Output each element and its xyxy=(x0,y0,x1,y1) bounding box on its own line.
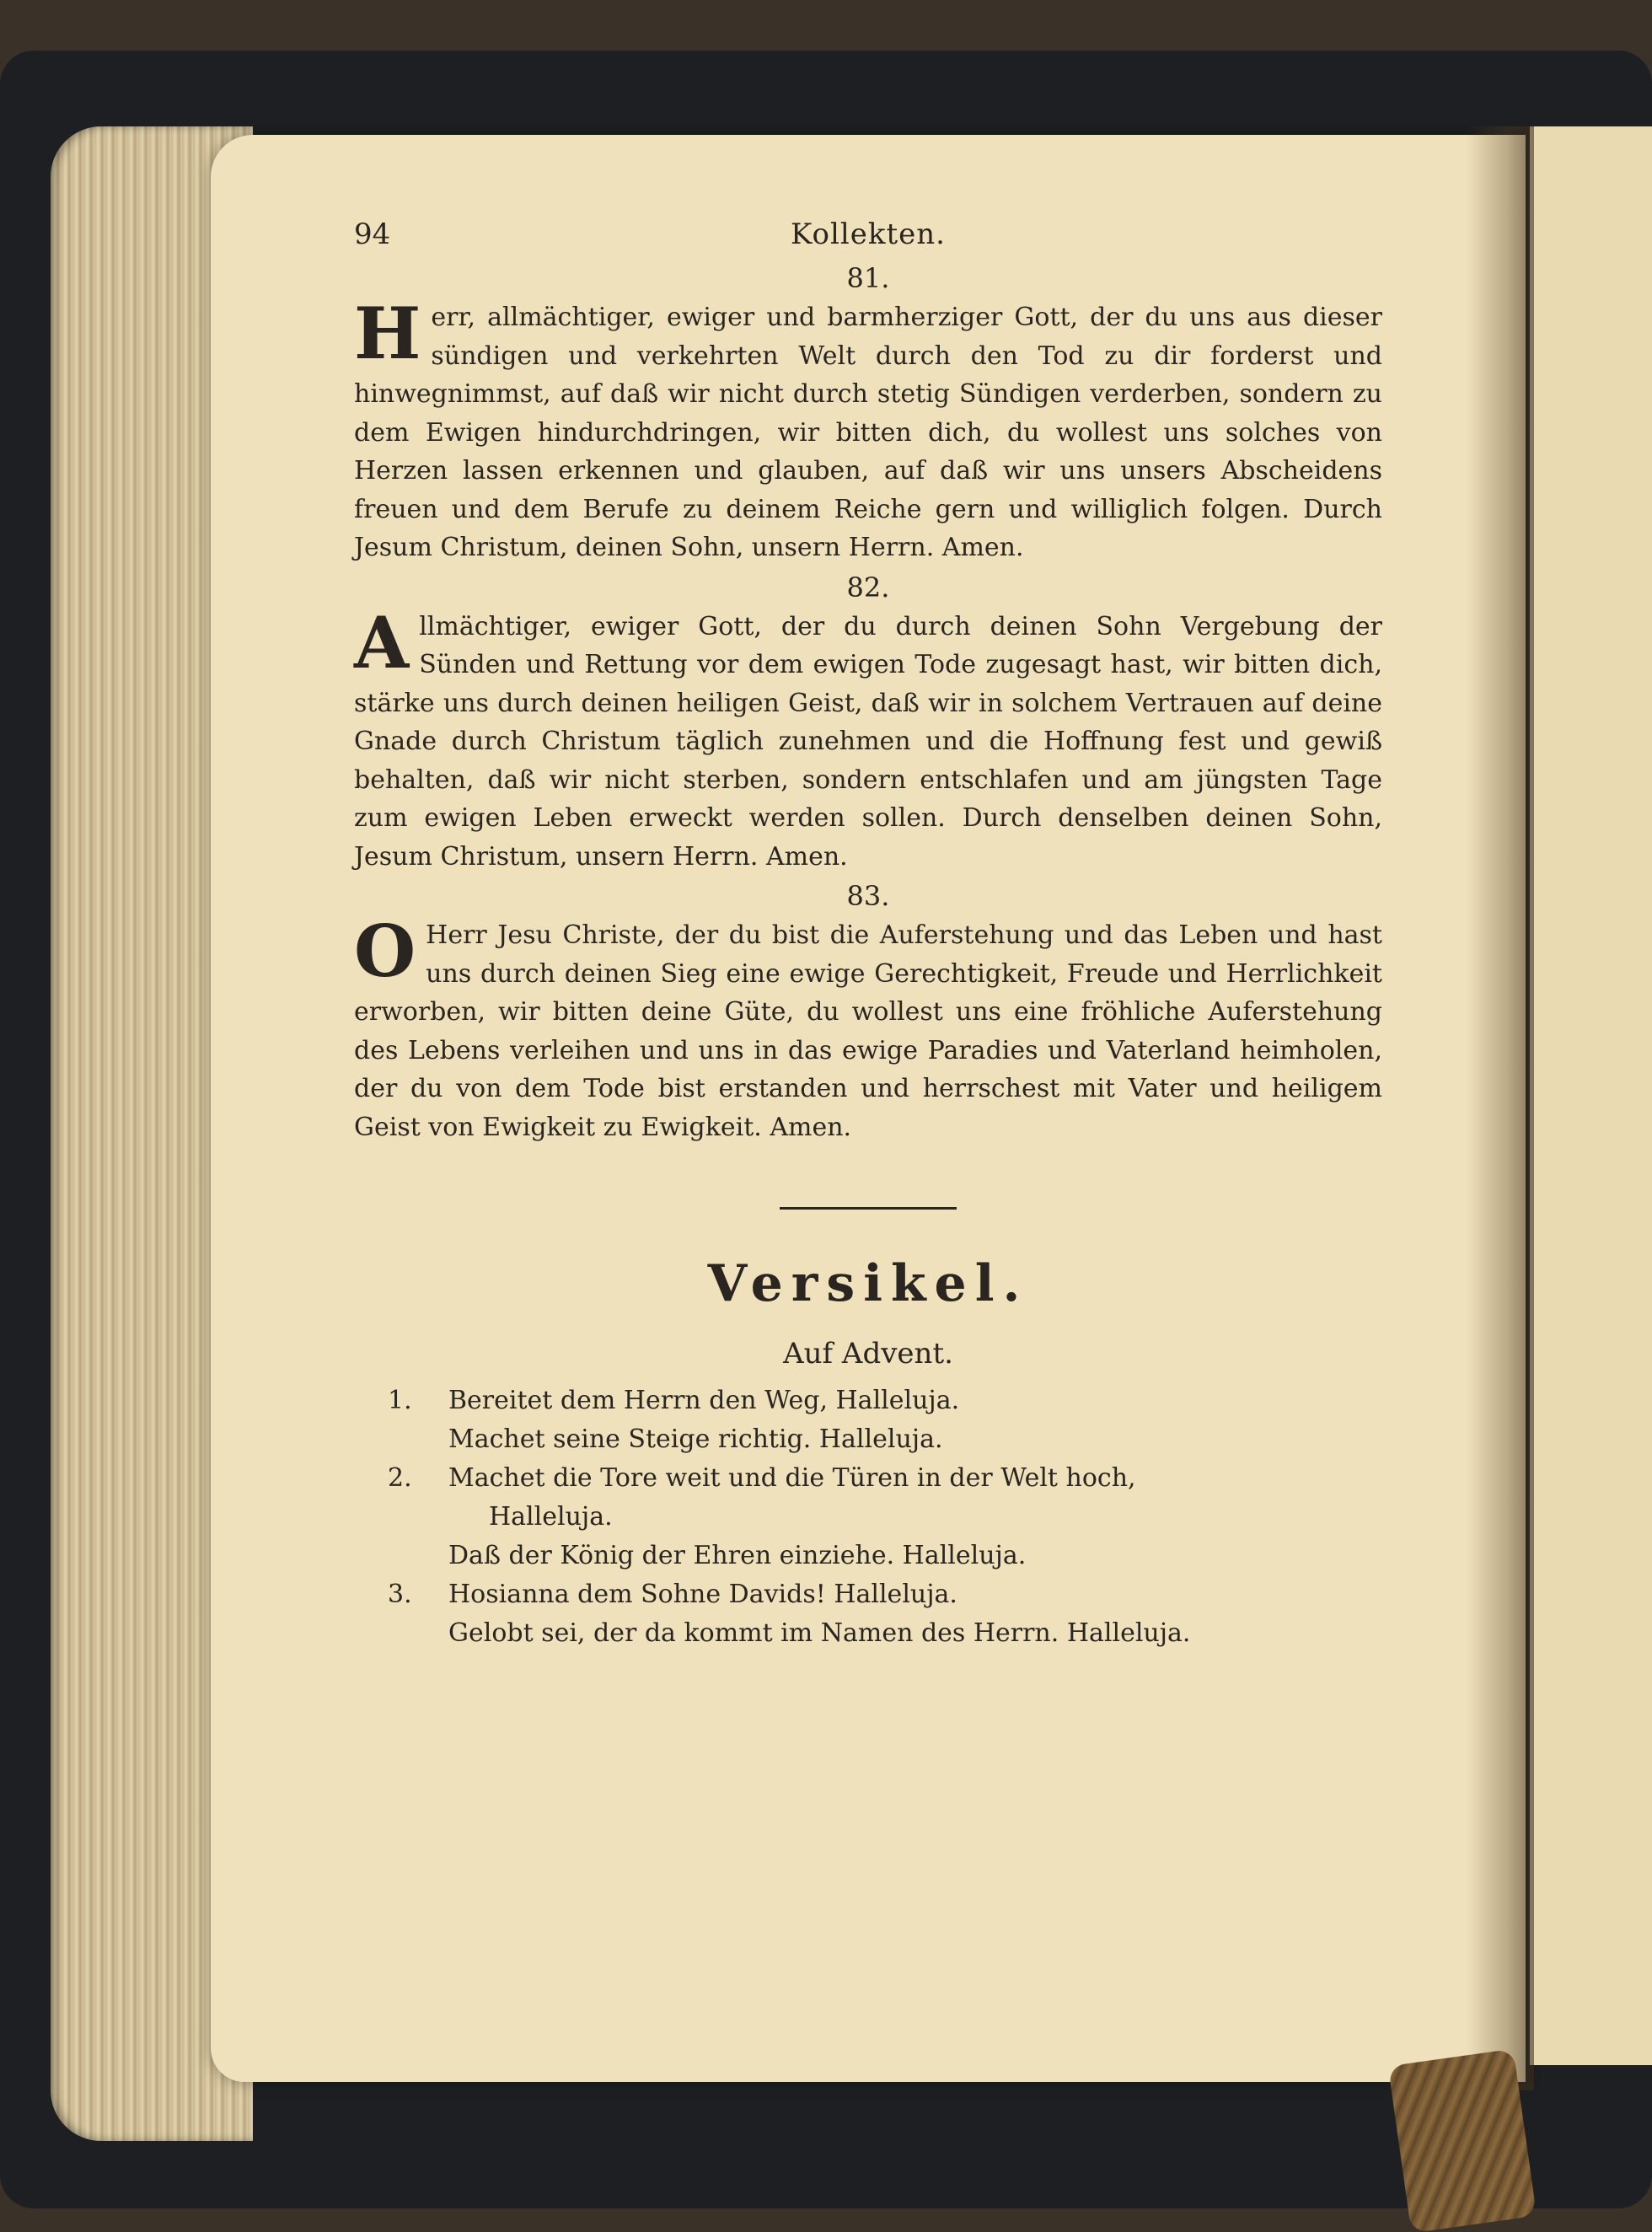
versicle-line xyxy=(354,1537,1382,1575)
page-gutter xyxy=(1467,126,1534,2090)
versicle-number: 3. xyxy=(388,1580,412,1609)
versicle-text: Halleluja. xyxy=(489,1502,613,1532)
versicle-line xyxy=(354,1382,1382,1420)
versicle-text: Bereitet dem Herrn den Weg, Halleluja. xyxy=(448,1386,960,1415)
bookmark-ribbon xyxy=(1388,2049,1537,2232)
prayer-body: llmächtiger, ewiger Gott, der du durch deinen Sohn Vergebung der Sünden und Rettung vor dem ewigen Tode zugesagt hast, wir bitten dich, stärke uns durch deinen heiligen Geist, daß wir in solchem Vertrauen auf deine Gnade durch Christum täglich zunehmen und die Hoffnung fest und gewiß behalten, daß wir nicht sterben, sondern entschlafen und am jüngsten Tage zum ewigen Leben erweckt werden sollen. Durch denselben deinen Sohn, Jesum Christum, unsern Herrn. Amen. xyxy=(354,611,1382,872)
prayer-number: 83. xyxy=(846,880,890,912)
versicle-text: Machet seine Steige richtig. Halleluja. xyxy=(448,1425,943,1454)
versicle-line xyxy=(354,1614,1382,1653)
facing-page xyxy=(1530,126,1652,2065)
page-text xyxy=(354,217,1382,1653)
versicle-text: Daß der König der Ehren einziehe. Halleluja. xyxy=(448,1541,1027,1570)
page-header xyxy=(354,217,1382,258)
section-subtitle: Auf Advent. xyxy=(783,1337,953,1371)
versicle-text: Hosianna dem Sohne Davids! Halleluja. xyxy=(448,1580,957,1609)
page-number: 94 xyxy=(354,217,391,251)
drop-cap: H xyxy=(354,292,421,375)
prayer-number: 81. xyxy=(846,262,890,294)
section-title: Versikel. xyxy=(707,1254,1029,1313)
versicle-line xyxy=(354,1575,1382,1614)
versicle-list xyxy=(354,1382,1382,1653)
prayer-text xyxy=(354,600,1382,877)
prayer-body: err, allmächtiger, ewiger und barmherziger Gott, der du uns aus dieser sündigen und verkehrten Welt durch den Tod zu dir forderst und hinwegnimmst, auf daß wir nicht durch stetig Sündigen verderben, sondern zu dem Ewigen hindurchdringen, wir bitten dich, du wollest uns solches von Herzen lassen erkennen und glauben, auf daß wir uns unsers Abscheidens freuen und dem Berufe zu deinem Reiche gern und williglich folgen. Durch Jesum Christum, deinen Sohn, unsern Herrn. Amen. xyxy=(354,303,1382,562)
versicle-number: 1. xyxy=(388,1386,412,1415)
versicle-number: 2. xyxy=(388,1463,412,1493)
drop-cap: O xyxy=(354,909,416,993)
versicle-line xyxy=(354,1498,1382,1537)
section-divider xyxy=(780,1207,957,1210)
versicle-line xyxy=(354,1420,1382,1459)
versicle-text: Gelobt sei, der da kommt im Namen des Herrn. Halleluja. xyxy=(448,1618,1191,1648)
prayer-body: Herr Jesu Christe, der du bist die Auferstehung und das Leben und hast uns durch deinen Sieg eine ewige Gerechtigkeit, Freude und Herrlichkeit erworben, wir bitten deine Güte, du wollest uns eine fröhliche Auferstehung des Lebens verleihen und uns in das ewige Paradies und Vaterland heimholen, der du von dem Tode bist erstanden und herrschest mit Vater und heiligem Geist von Ewigkeit zu Ewigkeit. Amen. xyxy=(354,920,1382,1142)
prayer-number: 82. xyxy=(846,571,890,604)
running-head: Kollekten. xyxy=(791,217,946,251)
versicle-line xyxy=(354,1459,1382,1498)
prayer-text xyxy=(354,292,1382,567)
drop-cap: A xyxy=(354,600,410,684)
prayer-text xyxy=(354,909,1382,1146)
versicle-text: Machet die Tore weit und die Türen in der Welt hoch, xyxy=(448,1463,1136,1493)
